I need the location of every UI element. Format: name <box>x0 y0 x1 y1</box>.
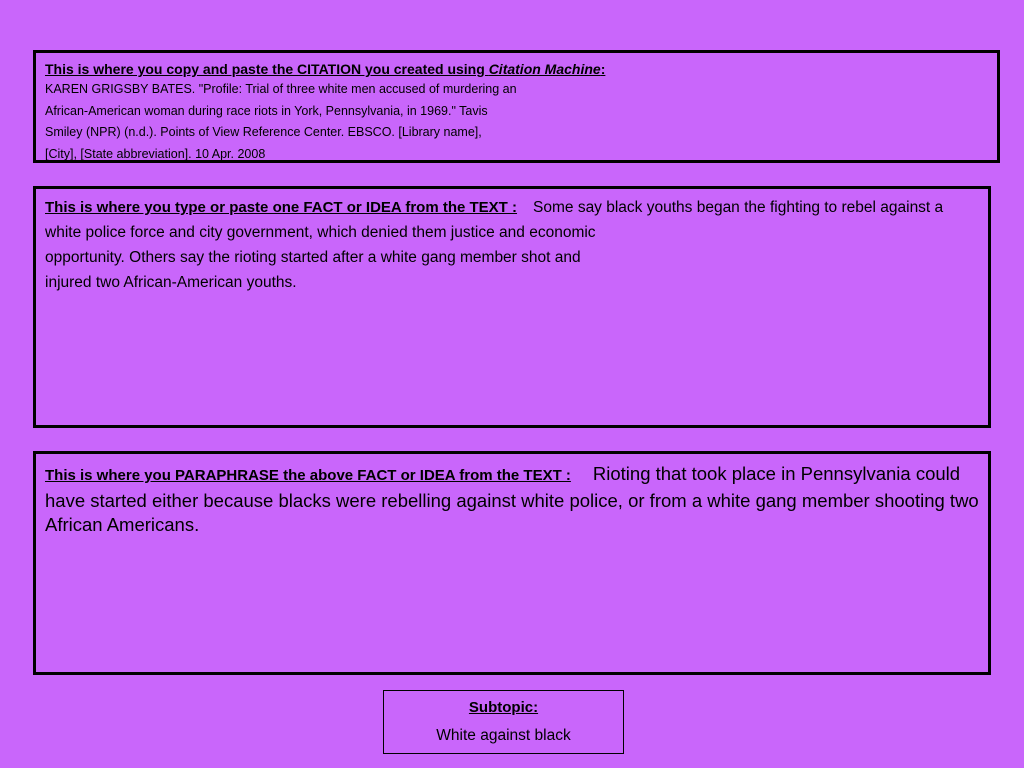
fact-text-line-1: Some say black youths began the fighting to rebel against a white police force and city government, which denied them justice and economic <box>45 199 944 241</box>
subtopic-value: White against black <box>436 727 571 744</box>
citation-line-3: Smiley (NPR) (n.d.). Points of View Reference Center. EBSCO. [Library name], <box>45 125 482 139</box>
citation-line-4: [City], [State abbreviation]. 10 Apr. 2008 <box>45 146 266 161</box>
subtopic-box <box>383 690 624 754</box>
citation-machine-label: Citation Machine <box>488 61 601 77</box>
citation-line-2: African-American woman during race riots in York, Pennsylvania, in 1969." Tavis <box>45 103 488 118</box>
fact-paragraph <box>45 195 979 245</box>
subtopic-heading: Subtopic: <box>468 699 539 716</box>
fact-section <box>33 186 991 428</box>
fact-text-line-3: injured two African-American youths. <box>45 274 297 291</box>
paraphrase-heading: This is where you PARAPHRASE the above FACT or IDEA from the TEXT : <box>45 467 571 484</box>
citation-heading-text: This is where you copy and paste the CITATION you created using <box>45 61 489 77</box>
paraphrase-text: Rioting that took place in Pennsylvania could have started either because blacks were rebelling against white police, or from a white gang member shooting two African Americans. <box>45 463 979 535</box>
paraphrase-paragraph <box>45 462 979 538</box>
fact-text-line-2: opportunity. Others say the rioting started after a white gang member shot and <box>45 249 581 266</box>
citation-heading-colon: : <box>600 61 606 77</box>
citation-heading <box>45 59 988 79</box>
fact-heading: This is where you type or paste one FACT or IDEA from the TEXT : <box>45 199 518 216</box>
citation-line-1: KAREN GRIGSBY BATES. "Profile: Trial of three white men accused of murdering an <box>45 82 517 96</box>
paraphrase-section <box>33 451 991 675</box>
citation-section <box>33 50 1000 163</box>
